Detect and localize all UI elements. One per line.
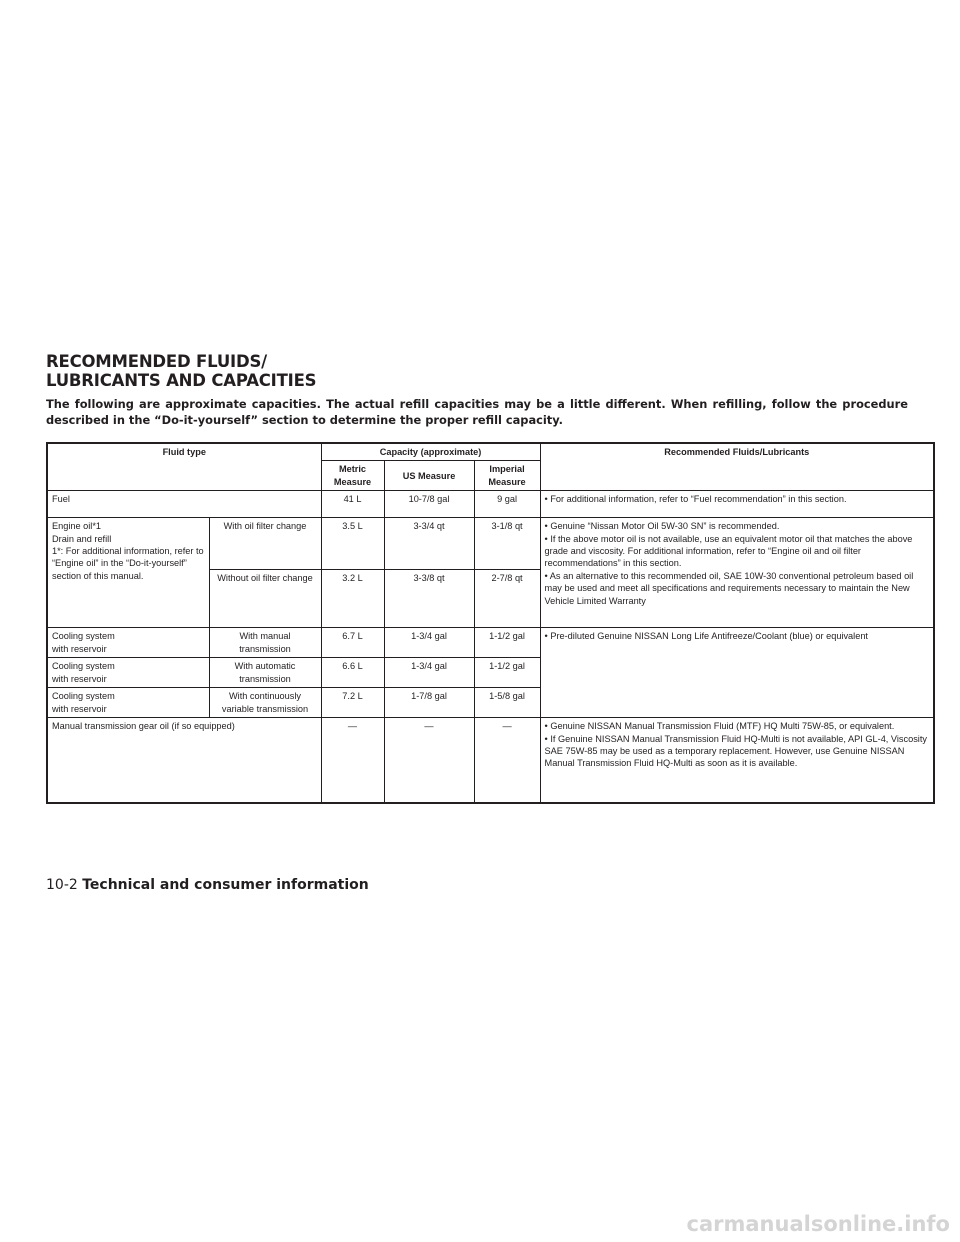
cooling-type-line-2: with reservoir <box>52 673 107 684</box>
engine-oil-without-filter-us: 3-3/8 qt <box>384 570 474 628</box>
page-number: 10-2 <box>46 877 78 893</box>
engine-oil-type-line-1: Engine oil*1 <box>52 521 102 532</box>
cooling-manual-label: With manual transmission <box>209 628 321 658</box>
header-fluid-type: Fluid type <box>47 443 321 491</box>
engine-oil-with-filter-label: With oil filter change <box>209 518 321 570</box>
engine-oil-note-1: • Genuine “Nissan Motor Oil 5W-30 SN” is recommended. <box>544 521 780 532</box>
engine-oil-with-filter-imperial: 3-1/8 qt <box>474 518 540 570</box>
table-row-cooling-manual <box>47 628 934 658</box>
section-title <box>46 352 316 390</box>
header-metric: Metric Measure <box>321 461 384 491</box>
engine-oil-with-filter-us: 3-3/4 qt <box>384 518 474 570</box>
watermark-logo: carmanualsonline.info <box>686 1212 950 1236</box>
fuel-imperial: 9 gal <box>474 491 540 518</box>
header-recommended: Recommended Fluids/Lubricants <box>540 443 934 491</box>
engine-oil-without-filter-label: Without oil filter change <box>209 570 321 628</box>
cooling-note: • Pre-diluted Genuine NISSAN Long Life Antifreeze/Coolant (blue) or equivalent <box>540 628 934 718</box>
cooling-manual-imperial: 1-1/2 gal <box>474 628 540 658</box>
manual-trans-note-1: • Genuine NISSAN Manual Transmission Fluid (MTF) HQ Multi 75W-85, or equivalent. <box>544 721 895 732</box>
cooling-type-automatic <box>47 658 209 688</box>
cooling-automatic-label: With automatic transmission <box>209 658 321 688</box>
engine-oil-type <box>47 518 209 628</box>
chapter-title: Technical and consumer information <box>82 877 369 893</box>
cooling-automatic-imperial: 1-1/2 gal <box>474 658 540 688</box>
fuel-note: • For additional information, refer to “Fuel recommendation” in this section. <box>540 491 934 518</box>
engine-oil-note-2: • If the above motor oil is not available, use an equivalent motor oil that matches the above grade and viscosity. For additional information, refer to “Engine oil and oil filter recommendations” in this section. <box>544 533 913 569</box>
cooling-type-manual <box>47 628 209 658</box>
cooling-type-cvt <box>47 688 209 718</box>
cooling-automatic-metric: 6.6 L <box>321 658 384 688</box>
header-imperial: Imperial Measure <box>474 461 540 491</box>
cooling-type-line-2: with reservoir <box>52 703 107 714</box>
section-title-line-2: LUBRICANTS AND CAPACITIES <box>46 371 317 390</box>
manual-trans-metric: — <box>321 718 384 803</box>
cooling-cvt-us: 1-7/8 gal <box>384 688 474 718</box>
manual-trans-note-2: • If Genuine NISSAN Manual Transmission Fluid HQ-Multi is not available, API GL-4, Viscosity SAE 75W-85 may be used as a temporary replacement. However, use Genuine NISSAN Manual Transmission Fluid HQ-Multi as soon as it is available. <box>544 733 927 769</box>
page-footer <box>46 877 369 893</box>
cooling-cvt-imperial: 1-5/8 gal <box>474 688 540 718</box>
cooling-type-line-2: with reservoir <box>52 643 107 654</box>
engine-oil-without-filter-metric: 3.2 L <box>321 570 384 628</box>
engine-oil-notes <box>540 518 934 628</box>
cooling-manual-us: 1-3/4 gal <box>384 628 474 658</box>
fuel-us: 10-7/8 gal <box>384 491 474 518</box>
fuel-type: Fuel <box>47 491 321 518</box>
header-us: US Measure <box>384 461 474 491</box>
cooling-cvt-label: With continuously variable transmission <box>209 688 321 718</box>
section-title-line-1: RECOMMENDED FLUIDS/ <box>46 352 267 371</box>
engine-oil-with-filter-metric: 3.5 L <box>321 518 384 570</box>
header-capacity: Capacity (approximate) <box>321 443 540 461</box>
table-row-manual-transmission <box>47 718 934 803</box>
manual-trans-imperial: — <box>474 718 540 803</box>
manual-trans-type: Manual transmission gear oil (if so equipped) <box>47 718 321 803</box>
engine-oil-type-line-3: 1*: For additional information, refer to “Engine oil” in the “Do-it-yourself” section of this manual. <box>52 546 204 581</box>
engine-oil-note-3: • As an alternative to this recommended oil, SAE 10W-30 conventional petroleum based oil may be used and meet all specifications and requirements necessary to maintain the New Vehicle Limited Warranty <box>544 570 914 606</box>
cooling-type-line-1: Cooling system <box>52 661 115 672</box>
table-row-fuel <box>47 491 934 518</box>
manual-trans-us: — <box>384 718 474 803</box>
intro-paragraph: The following are approximate capacities. The actual refill capacities may be a little different. When refilling, follow the procedure described in the “Do-it-yourself” section to determine the proper refill capacity. <box>46 397 908 427</box>
cooling-manual-metric: 6.7 L <box>321 628 384 658</box>
capacities-table <box>46 442 935 804</box>
cooling-automatic-us: 1-3/4 gal <box>384 658 474 688</box>
manual-trans-notes <box>540 718 934 803</box>
fuel-metric: 41 L <box>321 491 384 518</box>
cooling-cvt-metric: 7.2 L <box>321 688 384 718</box>
table-row-engine-oil-with-filter <box>47 518 934 570</box>
engine-oil-type-line-2: Drain and refill <box>52 533 112 544</box>
cooling-type-line-1: Cooling system <box>52 691 115 702</box>
cooling-type-line-1: Cooling system <box>52 631 115 642</box>
engine-oil-without-filter-imperial: 2-7/8 qt <box>474 570 540 628</box>
